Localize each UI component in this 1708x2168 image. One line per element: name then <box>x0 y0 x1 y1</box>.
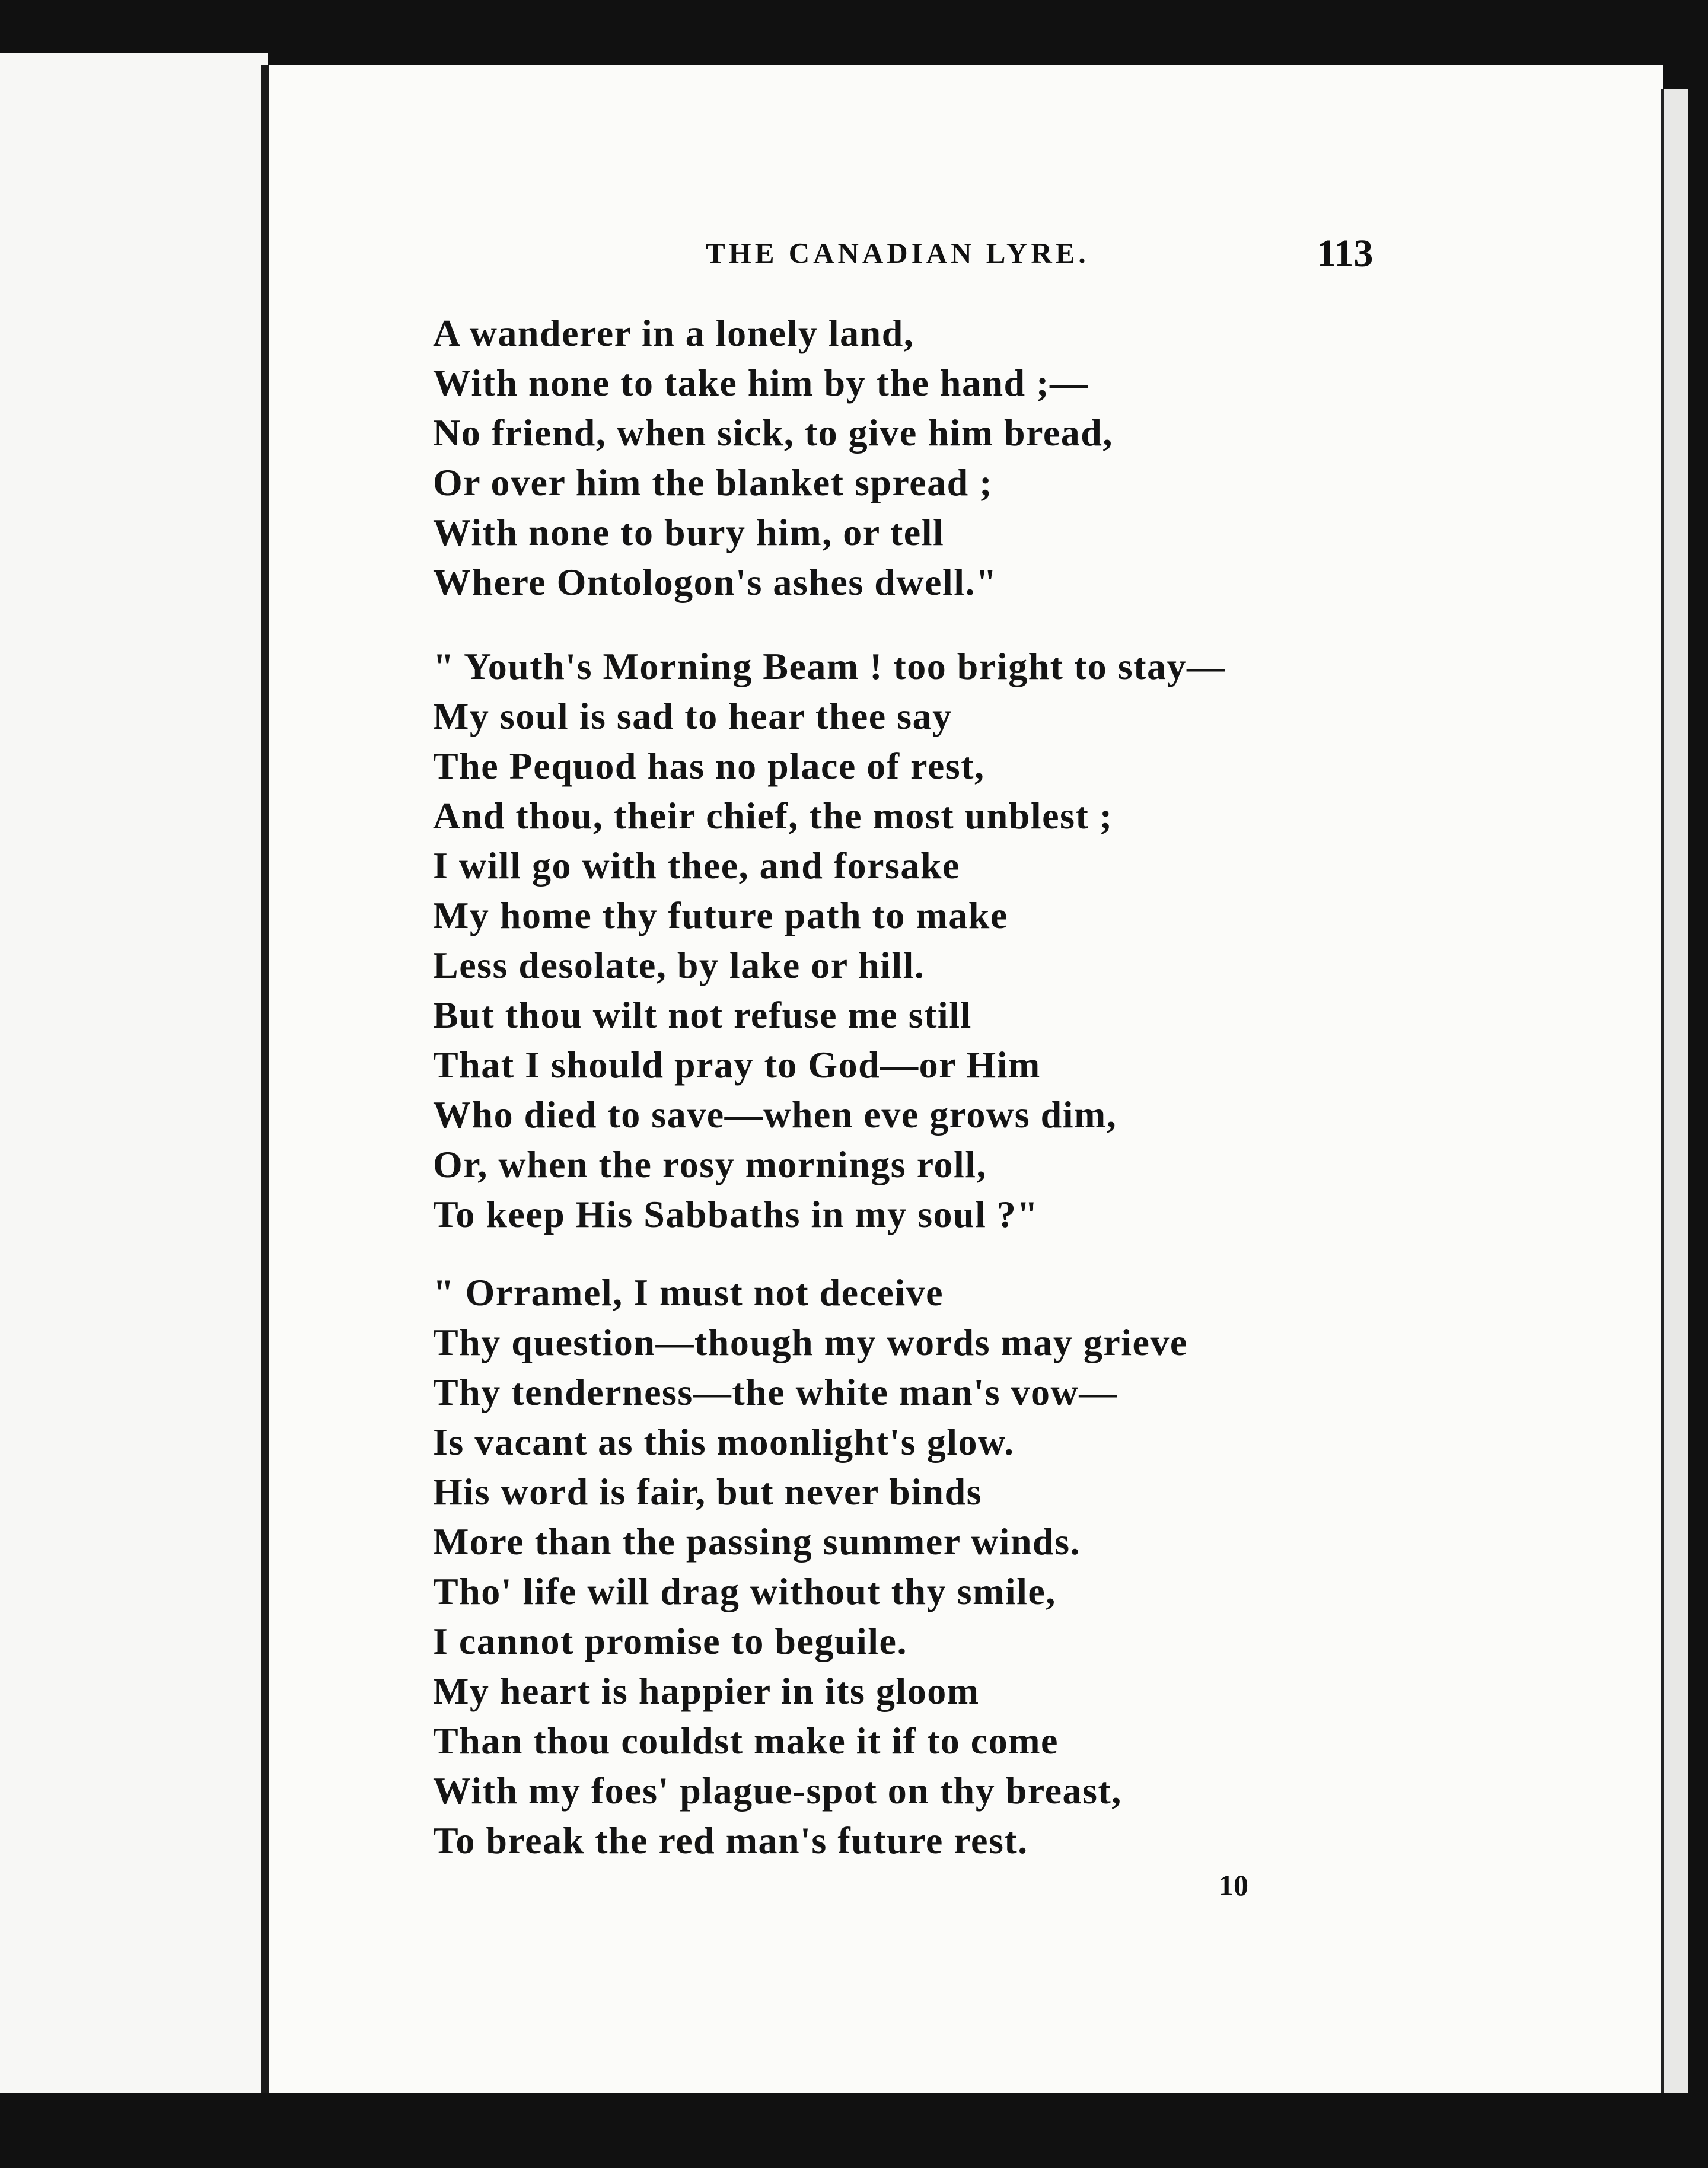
poem-line: With none to take him by the hand ;— <box>433 362 1089 404</box>
book-gutter <box>261 65 269 2093</box>
poem-line: I cannot promise to beguile. <box>433 1620 907 1662</box>
poem-line: My home thy future path to make <box>433 894 1008 936</box>
poem-stanza <box>433 308 1113 607</box>
page-number: 113 <box>1317 232 1374 275</box>
poem-line: The Pequod has no place of rest, <box>433 745 985 787</box>
poem-line: Where Ontologon's ashes dwell." <box>433 561 998 603</box>
page-edge <box>1661 89 1688 2093</box>
poem-line: My soul is sad to hear thee say <box>433 695 952 737</box>
poem-line: More than the passing summer winds. <box>433 1520 1081 1563</box>
poem-line: I will go with thee, and forsake <box>433 844 960 887</box>
poem-line: With none to bury him, or tell <box>433 511 945 553</box>
poem-line: Or, when the rosy mornings roll, <box>433 1143 987 1185</box>
poem-stanza <box>433 642 1226 1239</box>
poem-line: No friend, when sick, to give him bread, <box>433 412 1113 454</box>
poem-line: Or over him the blanket spread ; <box>433 461 993 503</box>
poem-line: Thy tenderness—the white man's vow— <box>433 1371 1118 1413</box>
poem-line: Less desolate, by lake or hill. <box>433 944 925 986</box>
running-head: THE CANADIAN LYRE. <box>706 237 1089 269</box>
poem-line: Thy question—though my words may grieve <box>433 1321 1188 1363</box>
poem-line: To keep His Sabbaths in my soul ?" <box>433 1193 1039 1235</box>
poem-line: Tho' life will drag without thy smile, <box>433 1570 1056 1612</box>
facing-page-edge <box>0 53 268 2093</box>
poem-line: Is vacant as this moonlight's glow. <box>433 1421 1015 1463</box>
poem-line: That I should pray to God—or Him <box>433 1044 1041 1086</box>
poem-stanza <box>433 1268 1188 1866</box>
poem-line: Than thou couldst make it if to come <box>433 1720 1059 1762</box>
poem-line: A wanderer in a lonely land, <box>433 312 914 354</box>
poem-line: My heart is happier in its gloom <box>433 1670 980 1712</box>
poem-line: But thou wilt not refuse me still <box>433 994 972 1036</box>
poem-line: " Youth's Morning Beam ! too bright to stay— <box>433 645 1226 687</box>
poem-line: His word is fair, but never binds <box>433 1471 983 1513</box>
signature-mark: 10 <box>1219 1869 1248 1902</box>
poem-line: " Orramel, I must not deceive <box>433 1271 944 1313</box>
poem-line: And thou, their chief, the most unblest ; <box>433 795 1113 837</box>
poem-line: To break the red man's future rest. <box>433 1819 1028 1861</box>
poem-line: With my foes' plague-spot on thy breast, <box>433 1770 1122 1812</box>
poem-line: Who died to save—when eve grows dim, <box>433 1093 1117 1136</box>
